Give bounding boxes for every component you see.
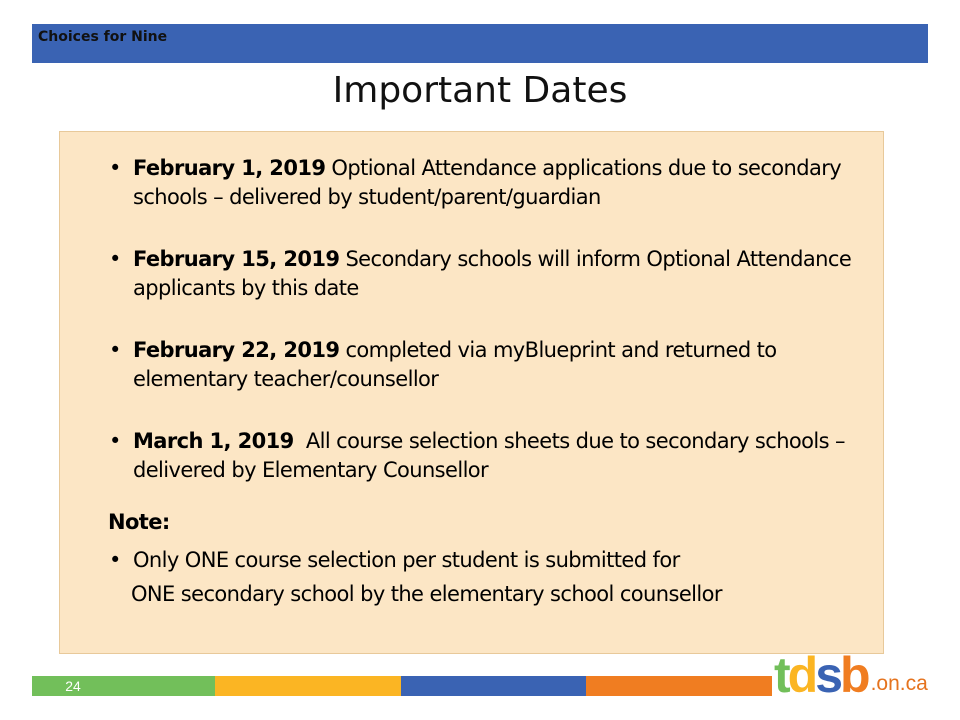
date-item	[106, 336, 876, 394]
bullet-icon: •	[109, 156, 121, 180]
bullet-icon: •	[109, 247, 121, 271]
logo-letter: d	[787, 647, 816, 703]
logo-letter: s	[815, 647, 841, 703]
bullet-icon: •	[109, 548, 121, 572]
date-label: February 15, 2019	[133, 247, 340, 271]
note-heading: Note:	[108, 510, 170, 534]
note-line-2: ONE secondary school by the elementary school counsellor	[131, 582, 722, 606]
date-label: February 22, 2019	[133, 338, 340, 362]
note-line-1: Only ONE course selection per student is submitted for	[133, 548, 680, 572]
bullet-icon: •	[109, 429, 121, 453]
bullet-icon: •	[109, 338, 121, 362]
footer-color-bar	[32, 676, 772, 696]
note-item	[106, 543, 893, 611]
dates-content-box	[59, 131, 884, 654]
footer-segment-yellow	[215, 676, 401, 696]
footer-segment-orange	[586, 676, 772, 696]
date-label: February 1, 2019	[133, 156, 326, 180]
footer-segment-blue	[401, 676, 586, 696]
page-number: 24	[65, 678, 81, 694]
header-label: Choices for Nine	[38, 29, 168, 45]
date-description: completed via myBlueprint and returned to elementary teacher/counsellor	[133, 338, 777, 391]
date-description: Optional Attendance applications due to secondary schools – delivered by student/parent/guardian	[133, 156, 842, 209]
date-label: March 1, 2019	[133, 429, 294, 453]
date-item	[106, 427, 876, 485]
date-item	[106, 245, 876, 303]
header-bar	[32, 24, 928, 63]
date-item	[106, 154, 876, 212]
logo-letter: t	[774, 647, 788, 703]
page-title: Important Dates	[332, 70, 628, 111]
logo-letter: b	[840, 647, 868, 703]
tdsb-logo	[774, 647, 928, 703]
dates-list	[106, 154, 876, 518]
date-description: Secondary schools will inform Optional Attendance applicants by this date	[133, 247, 852, 300]
logo-domain: .on.ca	[870, 672, 928, 695]
date-description: All course selection sheets due to secondary schools – delivered by Elementary Counsellor	[133, 429, 852, 482]
